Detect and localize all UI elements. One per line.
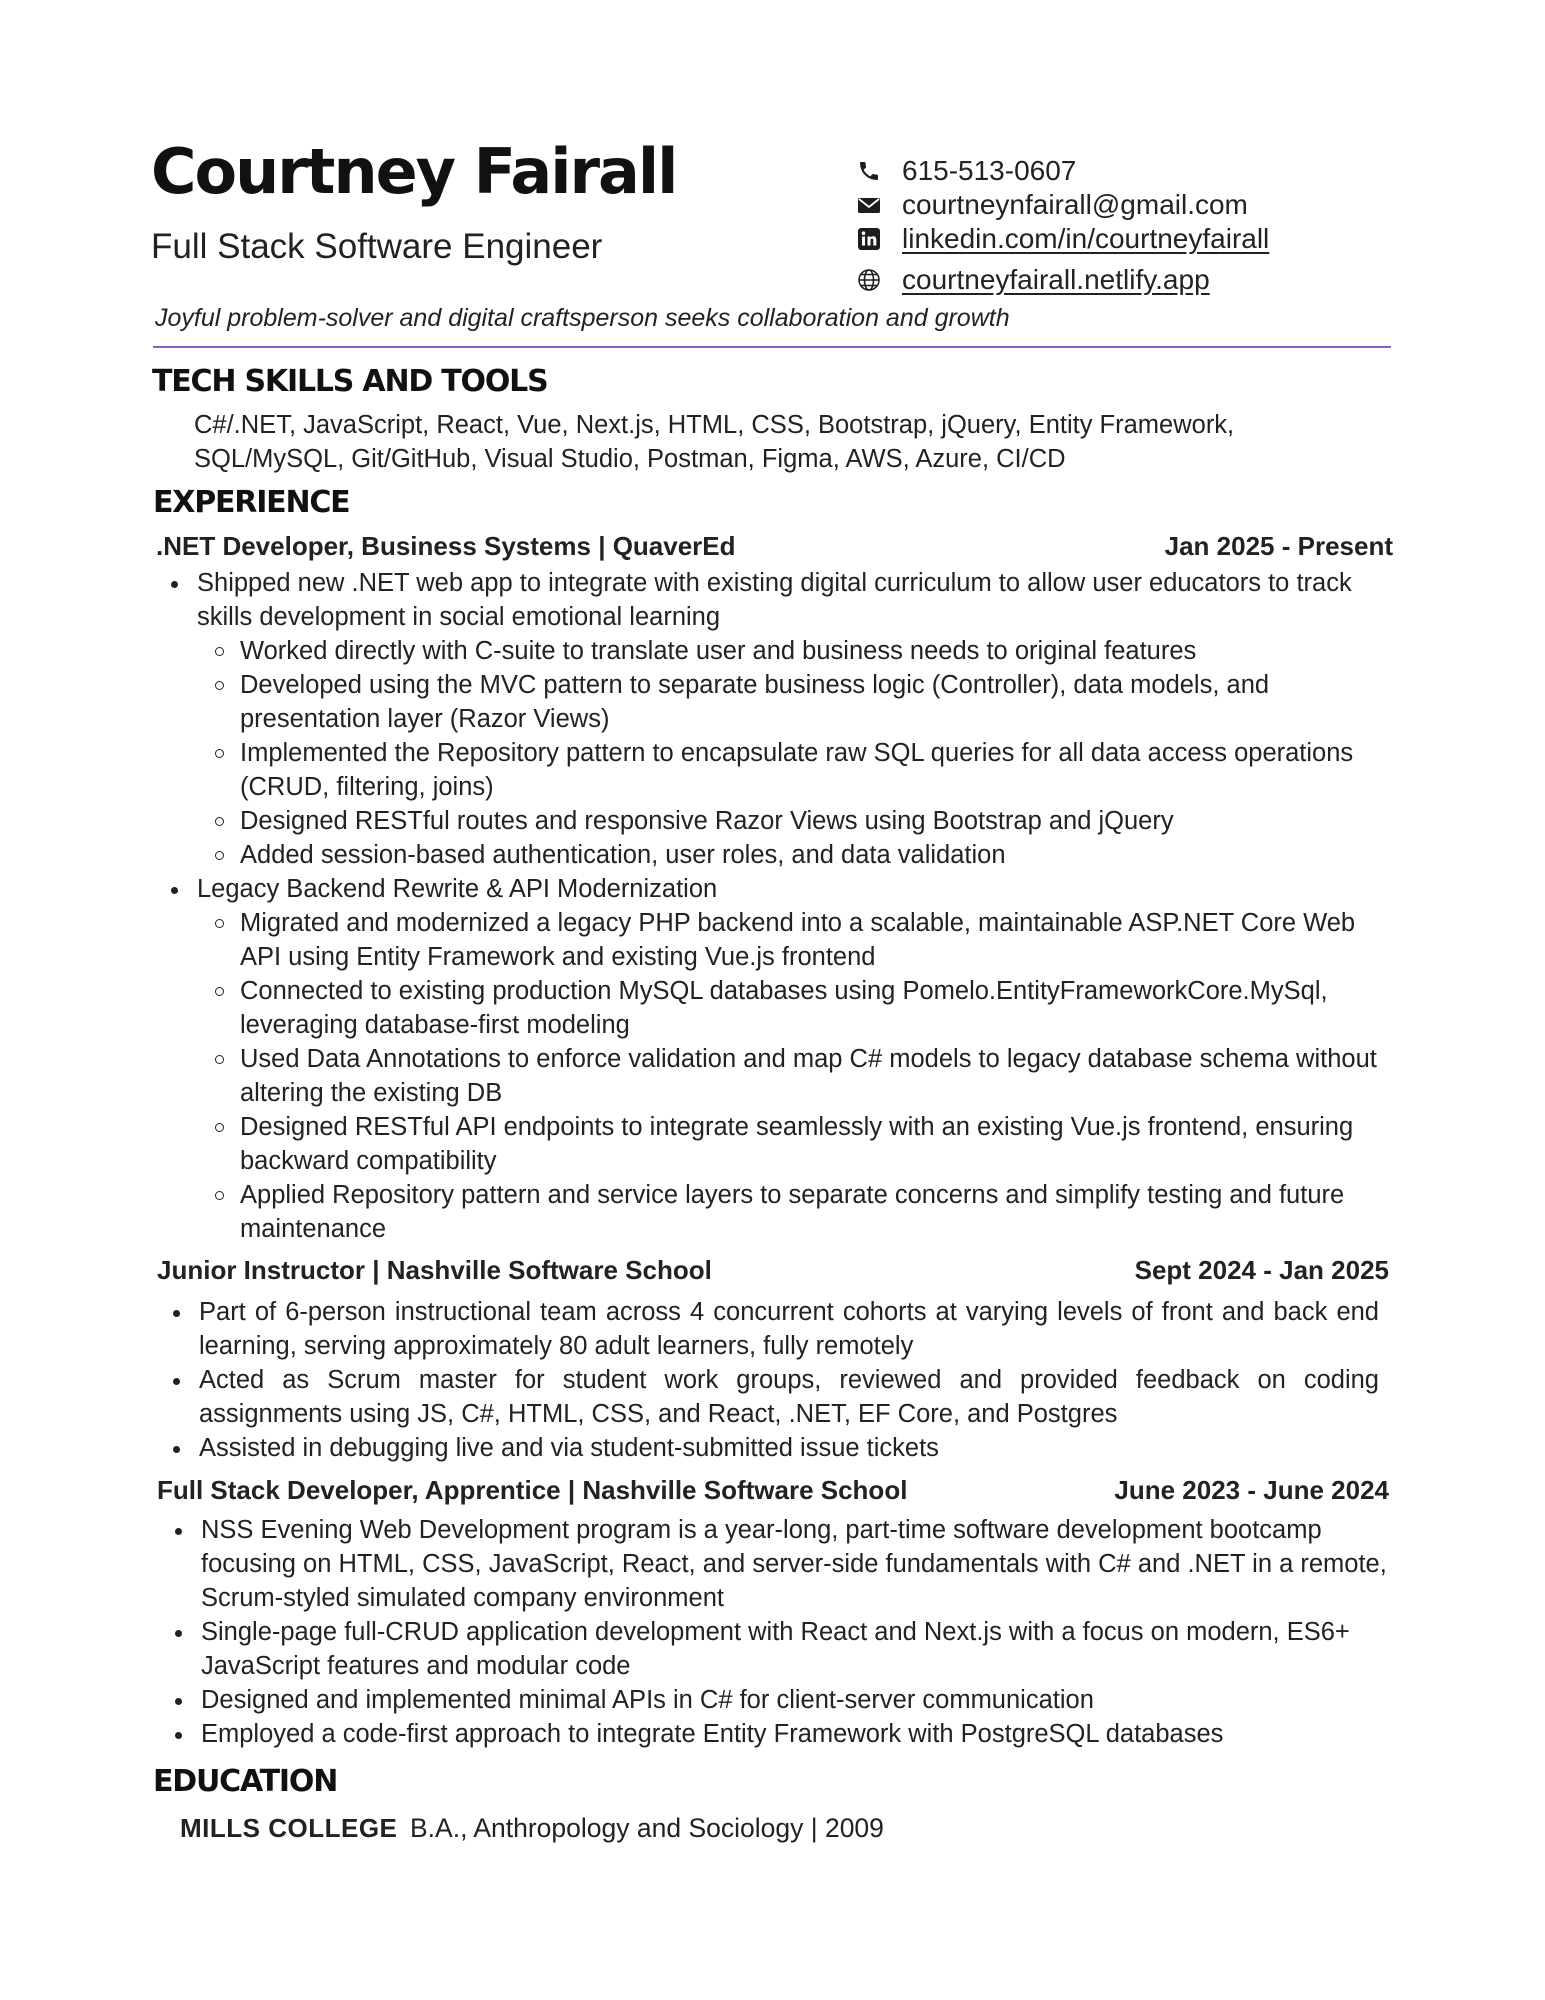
degree-info: B.A., Anthropology and Sociology | 2009 bbox=[410, 1813, 884, 1843]
list-item: NSS Evening Web Development program is a year-long, part-time software development bootcamp focusing on HTML, CSS, JavaScript, React, and server-side fundamentals with C# and .NET in a remote, Scrum-styled simulated company environment bbox=[201, 1513, 1396, 1615]
sub-list-item: Applied Repository pattern and service layers to separate concerns and simplify testing and future maintenance bbox=[240, 1178, 1387, 1246]
tagline: Joyful problem-solver and digital craftsperson seeks collaboration and growth bbox=[155, 304, 1010, 332]
job-dates: Sept 2024 - Jan 2025 bbox=[1134, 1255, 1389, 1285]
sub-list-item: Added session-based authentication, user roles, and data validation bbox=[240, 838, 1387, 872]
list-item: Employed a code-first approach to integrate Entity Framework with PostgreSQL databases bbox=[201, 1717, 1396, 1751]
bullet-text: Shipped new .NET web app to integrate with existing digital curriculum to allow user educators to track skills development in social emotional learning bbox=[197, 569, 1352, 631]
job-title: Full Stack Developer, Apprentice | Nashville Software School bbox=[157, 1475, 908, 1505]
list-item: Single-page full-CRUD application development with React and Next.js with a focus on modern, ES6+ JavaScript features and modular code bbox=[201, 1615, 1396, 1683]
website-link[interactable]: courtneyfairall.netlify.app bbox=[902, 264, 1210, 295]
list-item: Designed and implemented minimal APIs in C# for client-server communication bbox=[201, 1683, 1396, 1717]
list-item bbox=[197, 872, 1387, 1246]
job-bullets bbox=[197, 566, 1387, 1246]
sub-list bbox=[197, 906, 1387, 1246]
job-dates: Jan 2025 - Present bbox=[1164, 531, 1393, 561]
experience-heading: EXPERIENCE bbox=[153, 485, 350, 520]
email-icon bbox=[856, 192, 882, 218]
list-item: Part of 6-person instructional team across 4 concurrent cohorts at varying levels of front and back end learning, serving approximately 80 adult learners, fully remotely bbox=[199, 1295, 1379, 1363]
sub-list-item: Designed RESTful routes and responsive Razor Views using Bootstrap and jQuery bbox=[240, 804, 1387, 838]
school-name: MILLS COLLEGE bbox=[180, 1813, 398, 1843]
email-address[interactable]: courtneynfairall@gmail.com bbox=[902, 189, 1248, 220]
sub-list-item: Connected to existing production MySQL databases using Pomelo.EntityFrameworkCore.MySql, leveraging database-first modeling bbox=[240, 974, 1387, 1042]
skills-line-2: SQL/MySQL, Git/GitHub, Visual Studio, Postman, Figma, AWS, Azure, CI/CD bbox=[194, 445, 1066, 473]
list-item bbox=[197, 566, 1387, 872]
header-divider bbox=[153, 346, 1391, 348]
job-title: .NET Developer, Business Systems | QuaverEd bbox=[156, 531, 736, 561]
contact-linkedin bbox=[856, 222, 1416, 256]
sub-list-item: Worked directly with C-suite to translate user and business needs to original features bbox=[240, 634, 1387, 668]
sub-list-item: Developed using the MVC pattern to separate business logic (Controller), data models, and presentation layer (Razor Views) bbox=[240, 668, 1387, 736]
phone-icon bbox=[856, 158, 882, 184]
sub-list-item: Designed RESTful API endpoints to integrate seamlessly with an existing Vue.js frontend, ensuring backward compatibility bbox=[240, 1110, 1387, 1178]
list-item: Assisted in debugging live and via student-submitted issue tickets bbox=[199, 1431, 1379, 1465]
contact-email bbox=[856, 188, 1416, 222]
candidate-role: Full Stack Software Engineer bbox=[151, 227, 603, 266]
linkedin-link[interactable]: linkedin.com/in/courtneyfairall bbox=[902, 223, 1270, 254]
globe-icon bbox=[856, 267, 882, 293]
job-bullets bbox=[201, 1513, 1396, 1751]
candidate-name: Courtney Fairall bbox=[151, 135, 677, 208]
phone-number: 615-513-0607 bbox=[902, 155, 1077, 186]
skills-list bbox=[194, 408, 1394, 476]
sub-list-item: Used Data Annotations to enforce validation and map C# models to legacy database schema without altering the existing DB bbox=[240, 1042, 1387, 1110]
sub-list bbox=[197, 634, 1387, 872]
linkedin-icon bbox=[856, 226, 882, 252]
contact-website bbox=[856, 263, 1416, 297]
bullet-text: Legacy Backend Rewrite & API Modernization bbox=[197, 875, 718, 903]
job-bullets bbox=[199, 1295, 1379, 1465]
contact-block bbox=[856, 154, 1416, 297]
skills-line-1: C#/.NET, JavaScript, React, Vue, Next.js, HTML, CSS, Bootstrap, jQuery, Entity Framework, bbox=[194, 411, 1235, 439]
list-item: Acted as Scrum master for student work groups, reviewed and provided feedback on coding assignments using JS, C#, HTML, CSS, and React, .NET, EF Core, and Postgres bbox=[199, 1363, 1379, 1431]
job-title: Junior Instructor | Nashville Software School bbox=[157, 1255, 712, 1285]
education-heading: EDUCATION bbox=[153, 1764, 338, 1799]
job-dates: June 2023 - June 2024 bbox=[1114, 1475, 1389, 1505]
sub-list-item: Implemented the Repository pattern to encapsulate raw SQL queries for all data access operations (CRUD, filtering, joins) bbox=[240, 736, 1387, 804]
sub-list-item: Migrated and modernized a legacy PHP backend into a scalable, maintainable ASP.NET Core Web API using Entity Framework and existing Vue.js frontend bbox=[240, 906, 1387, 974]
skills-heading: TECH SKILLS AND TOOLS bbox=[152, 364, 548, 399]
contact-phone bbox=[856, 154, 1416, 188]
